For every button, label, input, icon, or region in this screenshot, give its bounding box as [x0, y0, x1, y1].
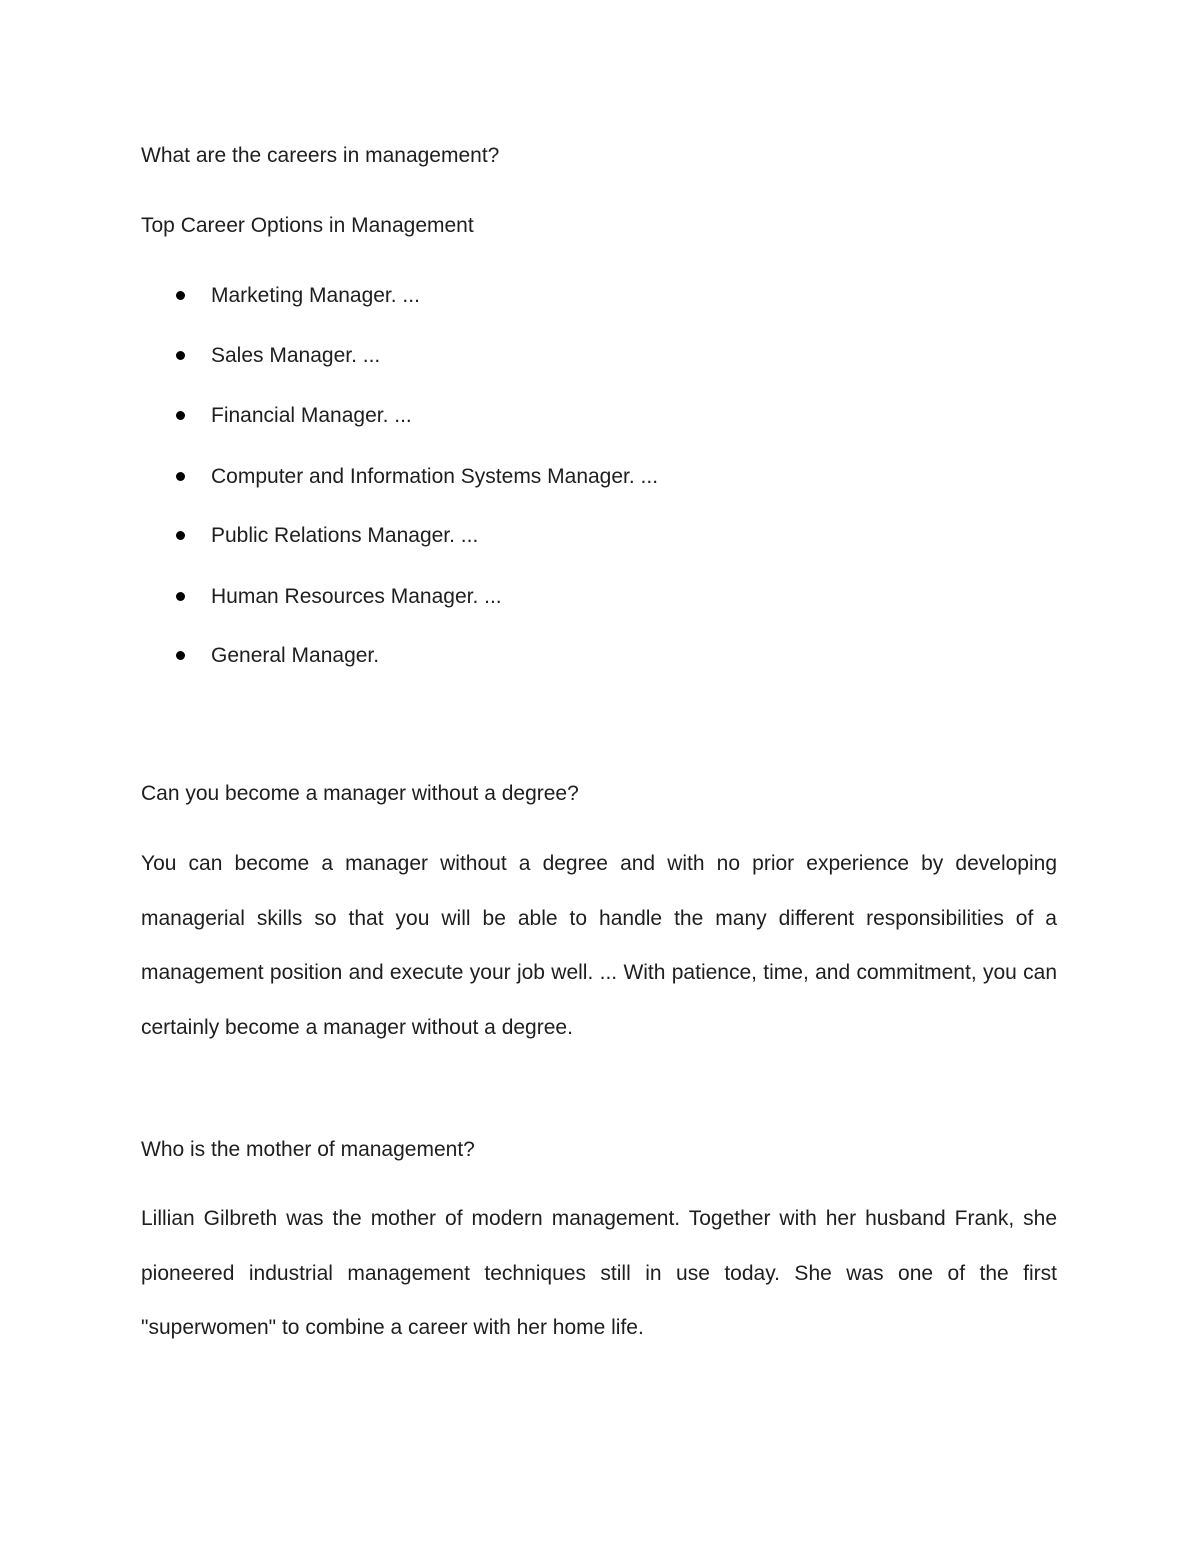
list-item [173, 642, 873, 669]
list-item [173, 342, 873, 369]
list-item [173, 402, 873, 429]
list-item-label: Human Resources Manager. ... [211, 585, 502, 608]
bullet-icon [176, 351, 185, 360]
list-item-label: Marketing Manager. ... [211, 284, 420, 307]
bullet-icon [176, 411, 185, 420]
list-item-label: Sales Manager. ... [211, 344, 381, 367]
bullet-icon [176, 592, 185, 601]
list-item [173, 463, 873, 490]
list-item-label: Public Relations Manager. ... [211, 524, 479, 547]
answer-degree-paragraph: You can become a manager without a degree and with no prior experience by developing managerial skills so that you will be able to handle the many different responsibilities of a management position and execute your job well. ... With patience, time, and commitment, you can certainly become a manager without a degree. [141, 852, 1057, 1039]
top-career-options-subheading: Top Career Options in Management [141, 214, 474, 237]
question-degree-heading: Can you become a manager without a degree? [141, 782, 579, 805]
answer-mother-paragraph: Lillian Gilbreth was the mother of modern management. Together with her husband Frank, she pioneered industrial management techniques still in use today. She was one of the first "superwomen" to combine a career with her home life. [141, 1207, 1057, 1339]
bullet-icon [176, 531, 185, 540]
question-mother-heading: Who is the mother of management? [141, 1138, 475, 1161]
list-item-label: Financial Manager. ... [211, 404, 412, 427]
list-item [173, 583, 873, 610]
bullet-icon [176, 651, 185, 660]
bullet-icon [176, 291, 185, 300]
list-item-label: Computer and Information Systems Manager. ... [211, 465, 659, 488]
question-careers-heading: What are the careers in management? [141, 144, 500, 167]
list-item-label: General Manager. [211, 644, 380, 667]
list-item [173, 522, 873, 549]
list-item [173, 282, 873, 309]
bullet-icon [176, 472, 185, 481]
